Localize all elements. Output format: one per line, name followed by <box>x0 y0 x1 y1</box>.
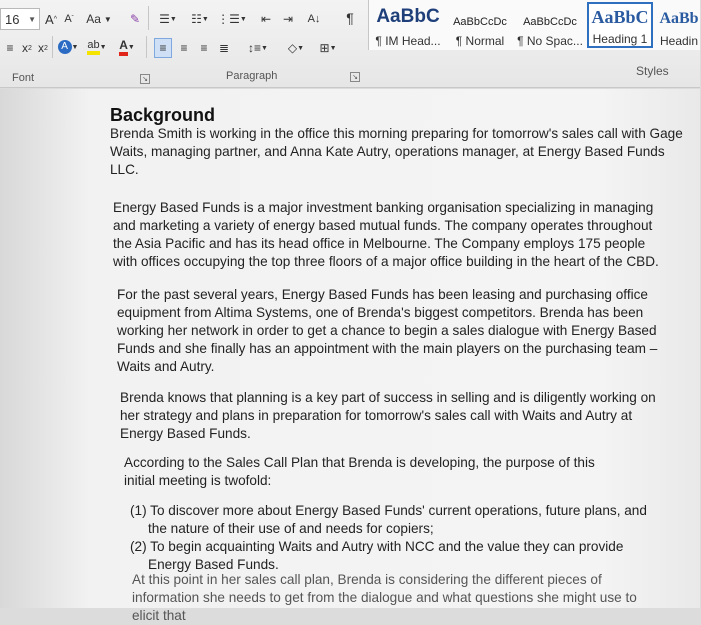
font-size-field[interactable] <box>0 8 40 30</box>
change-case-label: Aa <box>86 12 101 26</box>
line-spacing-icon[interactable]: ↕≡ ▼ <box>248 41 268 55</box>
document-page[interactable] <box>0 89 700 623</box>
style-name: ¶ No Spac... <box>517 34 583 48</box>
font-dialog-launcher-icon[interactable]: ↘ <box>140 74 150 84</box>
style-name: ¶ IM Head... <box>375 34 441 48</box>
show-formatting-icon[interactable]: ¶ <box>346 10 354 26</box>
shrink-font-icon[interactable]: A ˇ <box>64 13 74 25</box>
list-item: (2) To begin acquainting Waits and Autry with NCC and the value they can provide Energy Based Funds. <box>130 539 624 572</box>
sort-icon[interactable]: A↓ <box>307 13 321 25</box>
clear-formatting-icon[interactable]: ✎ <box>129 12 141 26</box>
font-size-value: 16 <box>5 11 20 27</box>
superscript-icon[interactable]: x 2 <box>38 41 48 55</box>
style-tile[interactable] <box>447 2 513 48</box>
numbering-icon[interactable]: ☷ ▼ <box>191 12 209 26</box>
paragraph: Brenda Smith is working in the office this morning preparing for tomorrow's sales call with Gage Waits, managing partner, and Anna Kate Autry, operations manager, at Energy Based Funds LLC. <box>110 126 683 177</box>
style-tile[interactable] <box>373 2 443 48</box>
font-color-icon[interactable]: A ▼ <box>114 37 140 57</box>
font-group-label: Font <box>12 72 35 84</box>
strikethrough-icon[interactable]: ≡ <box>6 41 14 55</box>
shading-icon[interactable]: ◇ ▼ <box>287 41 305 55</box>
paragraph: According to the Sales Call Plan that Brenda is developing, the purpose of this initial meeting is twofold: <box>124 455 595 488</box>
decrease-indent-icon[interactable]: ⇤ <box>260 12 272 26</box>
style-sample: AaBbC <box>376 6 440 27</box>
increase-indent-icon[interactable]: ⇥ <box>282 12 294 26</box>
style-name: ¶ Normal <box>455 34 505 48</box>
style-sample: AaBbC <box>591 7 649 27</box>
paragraph-dialog-launcher-icon[interactable]: ↘ <box>350 72 360 82</box>
borders-icon[interactable]: ⊞ ▼ <box>319 41 337 55</box>
style-sample: AaBbCcDc <box>523 16 577 28</box>
style-name: Headin <box>659 34 699 48</box>
style-name: Heading 1 <box>592 32 648 46</box>
style-sample: AaBb <box>659 10 699 27</box>
align-center-icon[interactable]: ≡ <box>180 41 188 55</box>
align-right-icon[interactable]: ≡ <box>200 41 208 55</box>
styles-gallery <box>368 0 700 50</box>
font-size-dropdown-icon[interactable]: ▼ <box>28 14 36 24</box>
style-tile[interactable] <box>657 2 701 48</box>
bullets-icon[interactable]: ☰ ▼ <box>159 12 177 26</box>
style-tile[interactable] <box>517 2 583 48</box>
ribbon <box>0 0 700 88</box>
change-case-button[interactable]: Aa ▼ <box>86 12 112 26</box>
align-left-icon[interactable]: ≡ <box>154 38 172 58</box>
style-tile-heading-1[interactable] <box>587 2 653 48</box>
paragraph-group-label: Paragraph <box>226 70 278 82</box>
section-heading: Background <box>110 105 216 125</box>
grow-font-icon[interactable]: A ^ <box>45 11 57 27</box>
subscript-icon[interactable]: x 2 <box>22 41 32 55</box>
paragraph: Energy Based Funds is a major investment banking organisation specializing in managing and marketing a variety of energy based mutual funds. The company operates throughout the Asia Pacific and has its head office in Melbourne. The Company employs 175 people with offices occupying the top three floors of a major office building in the heart of the CBD. <box>113 200 659 269</box>
list-item: (1) To discover more about Energy Based Funds' current operations, future plans, and the nature of their use of and needs for copiers; <box>130 503 647 536</box>
paragraph: For the past several years, Energy Based Funds has been leasing and purchasing office equipment from Altima Systems, one of Brenda's biggest competitors. Brenda has been working her network in order to get a chance to begin a sales dialogue with Energy Based Funds and she finally has an appointment with the main players on the purchasing team – Waits and Autry. <box>117 287 658 374</box>
highlight-icon[interactable]: ab ▼ <box>84 37 110 57</box>
text-effects-icon[interactable]: A ▼ <box>56 37 80 57</box>
multilevel-list-icon[interactable]: ⋮☰ ▼ <box>217 12 247 26</box>
paragraph: Brenda knows that planning is a key part of success in selling and is diligently working on her strategy and plans in preparation for tomorrow's sales call with Waits and Autry at Energy Based Funds. <box>120 390 656 441</box>
styles-group-label: Styles <box>636 64 669 78</box>
paragraph: At this point in her sales call plan, Brenda is considering the different pieces of information she needs to get from the dialogue and what questions she might use to elicit that <box>132 572 637 623</box>
style-sample: AaBbCcDc <box>453 16 507 28</box>
justify-icon[interactable]: ≣ <box>218 41 230 55</box>
